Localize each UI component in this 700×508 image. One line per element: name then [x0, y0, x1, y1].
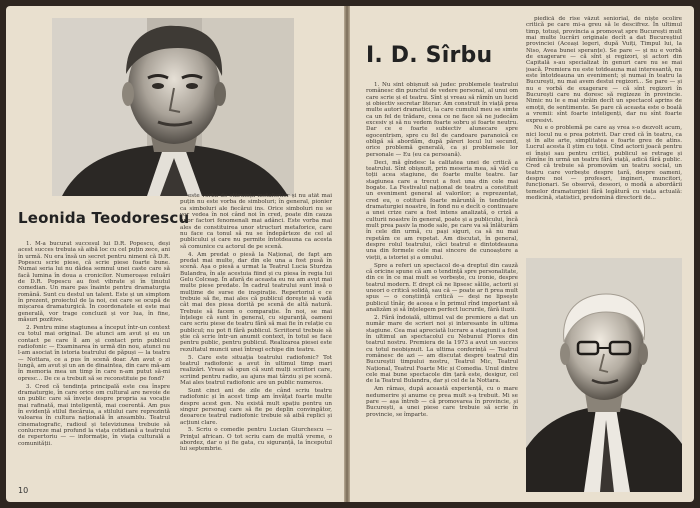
- paragraph: 2. Fără îndoială, ultimul val de premiere a dat un număr mare de scrieri noi și interesante în ultima stagiune. Cea mai apreciată lucrare a stagiunii a fost în ultimul an spectacolul cu Nebunul Flores din teatrul nostru. Premiera de la 1973 a avut un succes cu totul neobișnuit. La ultima conferință — Teatrul românesc de azi — am discutat despre teatrul din Bucureștii timpului nostru, Teatrul Mic, Teatrul Național, Teatrul Foarte Mic și Comedia. Unul dintre cele mai bune spectacole din țară este, desigur, cel de la Teatrul Bulandra, dar și cel de la Nottara.: [366, 314, 518, 385]
- paragraph: 3. Cred că tendința principală este cea înspre dramaturgie, în care orice om cultural are nevoie de un public care să învețe despre propria sa vocație mai rafinată, mai inteligentă, mai coerentă. Am pus în evidență stilul fiecăruia, a stilului care reprezintă valoarea în cultura națională în ansamblu. Teatrul cinematografic, radioul și televiziunea trebuie să conlucreze mai profund la viața cotidiană a teatrului de repertoriu — — informație, în viața culturală a comunității.: [18, 383, 170, 447]
- paragraph: Deci, mă gîndesc la calitatea unei de critică a teatrului. Sînt obișnuit, prin meseria mea, să văd cu toții acea stagiune, de foarte multe teatre. Iar stagiunea care a trecut a fost una din cele mai bogate. La Festivalul național de teatru a constituit un eveniment general al valorilor; a reprezentat, cred eu, o cotitură foarte măruntă în tendințele dramaturgiei noastre, în fond nu e decît o continuare a unei crize care a fost intens analizată, o criză a culturii noastre în general, poate și a publicului, încă mult prea pasiv la mode sale, pe care va să înlăturăm în cele din urmă, cu pași siguri, ca să nu mai repetăm ce am repetat. Am discutat, în general, despre rolul teatrului, căci teatrul e dintotdeauna una din formele cele mai sincere de cunoaștere a vieții, a istoriei și a omului.: [366, 159, 518, 261]
- right-page-column-1: [366, 82, 518, 494]
- left-page: [6, 6, 344, 502]
- paragraph: 1. Nu sînt obișnuit să judec problemele teatrului românesc din punctul de vedere personal, al unui om care scrie și el teatru. Sînt și vreau să rămîn un lucid și obiectiv secretar literar. Am construit în viață prea multe autori dramatici, la care cumulul meu se simte ca un fel de trădare, ceea ce ne face să ne judecăm excesiv și să nu vedem foarte sobru și foarte neutru. Dar ce e foarte subiectiv alunecare spre egocentrism, spre cu fel de candoare paranoică ce obligă să abordăm, după păreri locul lui secund, orice problemă generală, ca și problemele lor personale — Eu (eu ca persoană).: [366, 82, 518, 158]
- paragraph: 5. Care este situația teatrului radiofonic? Tot teatrul radiofonic a avut în ultimul timp mari realizări. Vreau să spun că sunt mulți scriitori care, scriind pentru radio, au ajuns mai târziu și pe scenă. Mai ales teatrul radiofonic are un public numeros.: [180, 354, 332, 386]
- paragraph: este vorba de stăruința metaforilor și nu atât mai puțin nu este vorba de simboluri; în general, pionier ca simboluri ale fiecărui ins. Orice simboluri nu se vor vedea în noi când noi în cred, poate din cauza unor factori fenomenali mai adânci. Este vorba mai ales de constituirea unor structuri metaforice, care nu face ca tonul să nu se îndepărteze de cel al publicului și care nu permite întotdeauna ca acesta să comunice cu actorul de pe scenă.: [180, 193, 332, 250]
- paragraph: Am rămas, după această experiență, cu o mare nedumerire și anume ce prea mult s-a trebuit. Mi se pare — așa întreb — că promovarea în provincie, și București, a unei piese care trebuie să scrie în provincie, se împarte.: [366, 386, 518, 418]
- paragraph: Sunt cinci ani de zile de când scriu teatru radiofonic și în acest timp am învățat foarte multe despre acest gen. Nu există mult spațiu pentru un singur personaj care să fie pe deplin convingător, deoarece teatrul radiofonic trebuie să aibă replici și acțiuni clare.: [180, 387, 332, 426]
- portrait-photo-left: [52, 18, 294, 196]
- paragraph: 1. M-a bucurat succesul lui D.R. Popescu, deși acest succes trebuia să aibă loc cu cel puțin zece, ani în urmă. Nu era însă un secret pentru nimeni că D.R. Popescu scrie piese, că scrie piese foarte bune. Numai seria lui nu dădea semnul unei caste care să facă lumina în doua a cronicilor. Numeroase reluări de D.R. Popescu au fost vibrate și în ținutul comedian. Un mare pas înainte pentru dramaturgia română. Sunt cu destul un talent. Este și un simptom în prezent, proiectul de la noi, cei care se ocupă de mișcarea dramaturgică. În coordonatele ei este mai generală, vor trage concluzii și vor lua, în fine, măsuri pozitive.: [18, 241, 170, 324]
- paragraph: Spre a referi un spectacol de-a dreptul din cauză că oricine spune că am o tendință spre personalitate, din ce în ce mai mult se vorbește, cu ironie, despre teatrul modern. E drept că ne lipsesc sălile, actorii și uneori o critică solidă, sau că — poate ar fi prea mult spus — o conștiință critică — deși ne lipsește publicul tînăr, de aceea e în primul rînd important să analizăm și să înțelegem perfect lucrurile, fără iluzii.: [366, 262, 518, 314]
- right-page: [350, 6, 694, 502]
- paragraph: 4. Am predat o piesă la Național, de fapt am predat mai multe, dar din ele una a fost pusă în scenă. Așa o piesă a urmat la Teatrul Lucia Sturdza Bulandra, în ale acestuia fiind și cu piesa în regia lui Gelu Colceag. În afară de aceasta eu nu am avut mai multe piese predate. În cadrul teatrului sunt însă o mulțime de surse de inspirație. Repertoriul e ce trebuie să fie, mai ales că publicul dorește să vadă cât mai des piesa dorită pe scenă de altă natură. Trebuie să facem o comparație. În noi, se mai înțelege că sunt în general, cu siguranță, oameni care scriu piese de teatru fără să mai fie în relație cu publicul; nu pot fi fără publicul. Scriitorul trebuie să știe că scrie într-un anumit context, în totul se face pentru public, pentru publicul. Realizarea piesei este rezultatul muncii unei întregi echipe din teatru.: [180, 251, 332, 353]
- page-number: 10: [18, 486, 29, 495]
- portrait-name-title: Leonida Teodorescu: [18, 209, 190, 227]
- left-page-column-1: [18, 241, 170, 481]
- paragraph: piedică de rîse văzut seniorial, de niște ocolire critică pe care mi-a greu să le descifrez. În ultimul timp, totuși, provincia a promovat spre București mult mai multe lucrări originale decît a dat Bucureștiul provinciei (Aceași legeri, după Vuiți, Timpul lui, la Niso, Avea bunei speranțe). Se pare — și nu e vorbă de exagerare — că sînt și regizori, și actori din Capitală s-au specializat în genuri care nu se mai joacă. Premiera nu este totdeauna mai interesantă, nu este întotdeauna un eveniment; și numai în teatru la București, nu mai avem destui regizori... Se pare — și nu e vorbă de exagerare — că sînt regizori în București care nu doresc să regizeze în provincie. Nimic nu le e mai străin decît un spectacol aprins de emoții, de sentimente. Se pare că aceasta este o boală a vremii: sînt foarte inteligenți, dar nu sînt foarte expresivi.: [526, 16, 682, 124]
- paragraph: 5. Scriu o comedie pentru Lucian Giurchescu — Prinţul african. O tot scriu cam de multă vreme, o abordez, dar o și fie gata, cu siguranță, la începutul lui septembrie.: [180, 427, 332, 453]
- author-name-title: I. D. Sîrbu: [366, 43, 493, 68]
- left-page-column-2: [180, 193, 332, 493]
- right-page-column-2: [526, 16, 682, 250]
- paragraph: 2. Pentru mine stagiunea a început într-un context cu totul mai original. De atunci am avut și eu un contact pe care îl am și contact prin publicul radiofonic — Examinarea în urmă din nou, atunci nu l-am asociat în istoria teatrului de păpuși — la teatru — Nottara, ce a pus în scenă doar. Am avut o zi lungă, am avut și un an de dinaintea, din care mă-am în memoria mea un timp în care n-am putut să-mi opresc... De ce a trebuit să se reconstituie pe fond?: [18, 324, 170, 382]
- paragraph: Nu e o problemă pe care aș vrea s-o dezvolt acum, nici locul nu e prea potrivit. Dar cred că în teatru, ca și în alte arte, simplitatea e foarte greu de atins. Lucrul acesta îl știm cu toții. Cînd actorii joacă pentru ei înșiși sau pentru critici, publicul se retrage și rămîne în urmă un teatru fără viață, adică fără public. Cred că trebuie să promovăm un teatru social, un teatru care vorbește despre țară, despre oameni, despre noi — profesori, ingineri, muncitori, funcționari. Se observă, deseori, o modă a abordării temelor dramaturgiei fără legătură cu viața actuală: medicină, statistici, predomină directorii de...: [526, 125, 682, 202]
- portrait-photo-right: [526, 258, 682, 492]
